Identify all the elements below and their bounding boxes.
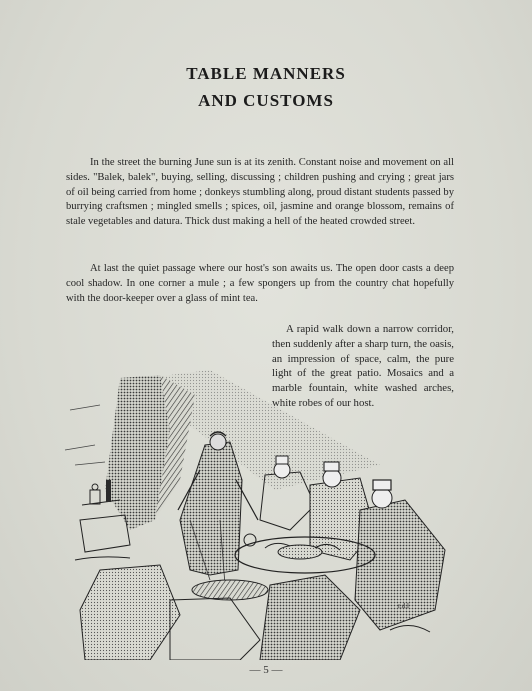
paragraph-street-scene: In the street the burning June sun is at its zenith. Constant noise and movement on all sides. "Balek, balek", buying, selling, discussing ; children pushing and crying ; great jars of oil being carried from home ; donkeys stumbling along, proud distant students passed by burrying craftsmen ; mingled smells ; spices, oil, jasmine and orange blossom, remains of stale vegetables and datura. Thick dust making a hell of the heated crowded street. — [66, 157, 454, 228]
page-title-line-2: AND CUSTOMS — [198, 91, 334, 110]
page-number: — 5 — — [249, 664, 283, 676]
dining-scene-illustration — [60, 370, 460, 660]
page-title-line-1: TABLE MANNERS — [186, 64, 346, 83]
paragraph-patio: A rapid walk down a narrow corridor, then suddenly after a sharp turn, the oasis, an impression of space, calm, the pure light of the great patio. Mosaics and a marble fountain, white washed arches, white robes of our host. — [272, 323, 454, 409]
paragraph-quiet-passage: At last the quiet passage where our host's son awaits us. The open door casts a deep cool shadow. In one corner a mule ; a few spongers up from the country chat hopefully with the door-keeper over a glass of mint tea. — [66, 263, 454, 304]
svg-text:r.d.l: r.d.l — [398, 602, 409, 610]
